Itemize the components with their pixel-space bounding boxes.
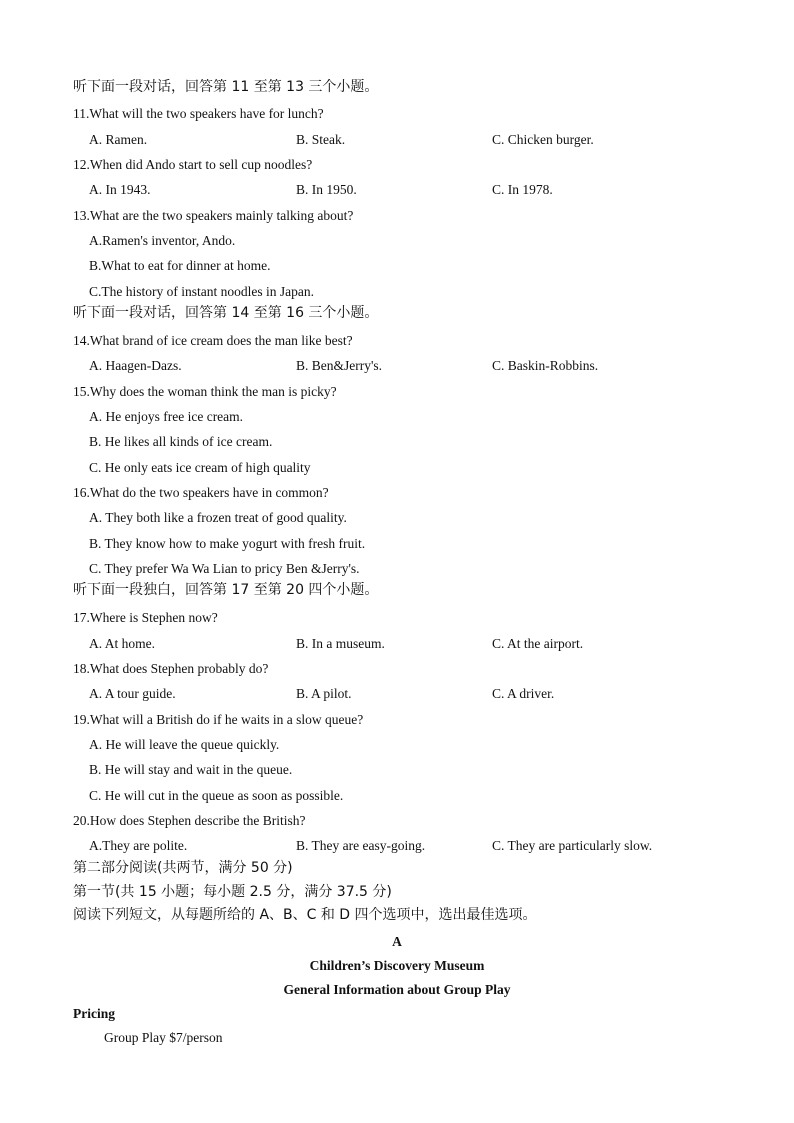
question-15: 15.Why does the woman think the man is picky?: [73, 384, 337, 399]
q11-option-c: C. Chicken burger.: [492, 132, 594, 147]
q20-option-b: B. They are easy-going.: [296, 838, 426, 853]
part-two-title: 第二部分阅读(共两节，满分 50 分): [73, 860, 293, 876]
section-instruction: 听下面一段独白，回答第 17 至第 20 四个小题。: [73, 582, 379, 598]
q17-option-b: B. In a museum.: [296, 636, 385, 651]
q15-option-c: C. He only eats ice cream of high quality: [89, 460, 311, 475]
question-13: 13.What are the two speakers mainly talking about?: [73, 208, 354, 223]
q13-option-b: B.What to eat for dinner at home.: [89, 258, 271, 273]
q15-option-a: A. He enjoys free ice cream.: [89, 409, 244, 424]
q16-option-c: C. They prefer Wa Wa Lian to pricy Ben &Jerry's.: [89, 561, 360, 576]
q12-option-b: B. In 1950.: [296, 182, 357, 197]
q18-option-b: B. A pilot.: [296, 686, 352, 701]
q13-option-a: A.Ramen's inventor, Ando.: [89, 233, 236, 248]
q16-option-a: A. They both like a frozen treat of good quality.: [89, 510, 347, 525]
pricing-line: Group Play $7/person: [104, 1030, 223, 1045]
q19-option-c: C. He will cut in the queue as soon as possible.: [89, 788, 344, 803]
q15-option-b: B. He likes all kinds of ice cream.: [89, 434, 273, 449]
section-one-title: 第一节(共 15 小题；每小题 2.5 分，满分 37.5 分): [73, 884, 392, 900]
passage-title: Children’s Discovery Museum: [309, 958, 485, 973]
q19-option-b: B. He will stay and wait in the queue.: [89, 762, 293, 777]
q18-option-c: C. A driver.: [492, 686, 555, 701]
question-19: 19.What will a British do if he waits in a slow queue?: [73, 712, 364, 727]
section-instruction: 听下面一段对话，回答第 11 至第 13 三个小题。: [73, 79, 379, 95]
q18-option-a: A. A tour guide.: [89, 686, 176, 701]
question-18: 18.What does Stephen probably do?: [73, 661, 269, 676]
section-heading: Pricing: [73, 1006, 115, 1021]
q20-option-c: C. They are particularly slow.: [492, 838, 653, 853]
q17-option-c: C. At the airport.: [492, 636, 584, 651]
q17-option-a: A. At home.: [89, 636, 155, 651]
question-20: 20.How does Stephen describe the British?: [73, 813, 306, 828]
q19-option-a: A. He will leave the queue quickly.: [89, 737, 280, 752]
q14-option-b: B. Ben&Jerry's.: [296, 358, 383, 373]
section-instruction: 听下面一段对话，回答第 14 至第 16 三个小题。: [73, 305, 379, 321]
q14-option-a: A. Haagen-Dazs.: [89, 358, 182, 373]
question-12: 12.When did Ando start to sell cup noodles?: [73, 157, 313, 172]
q11-option-b: B. Steak.: [296, 132, 346, 147]
q12-option-c: C. In 1978.: [492, 182, 553, 197]
q14-option-c: C. Baskin-Robbins.: [492, 358, 599, 373]
q13-option-c: C.The history of instant noodles in Japan.: [89, 284, 314, 299]
q16-option-b: B. They know how to make yogurt with fresh fruit.: [89, 536, 366, 551]
reading-instruction: 阅读下列短文，从每题所给的 A、B、C 和 D 四个选项中，选出最佳选项。: [73, 907, 537, 923]
question-11: 11.What will the two speakers have for lunch?: [73, 106, 324, 121]
question-16: 16.What do the two speakers have in common?: [73, 485, 329, 500]
passage-subtitle: General Information about Group Play: [283, 982, 511, 997]
q12-option-a: A. In 1943.: [89, 182, 151, 197]
q20-option-a: A.They are polite.: [89, 838, 188, 853]
q11-option-a: A. Ramen.: [89, 132, 148, 147]
question-17: 17.Where is Stephen now?: [73, 610, 218, 625]
question-14: 14.What brand of ice cream does the man like best?: [73, 333, 353, 348]
passage-letter: A: [392, 934, 402, 949]
